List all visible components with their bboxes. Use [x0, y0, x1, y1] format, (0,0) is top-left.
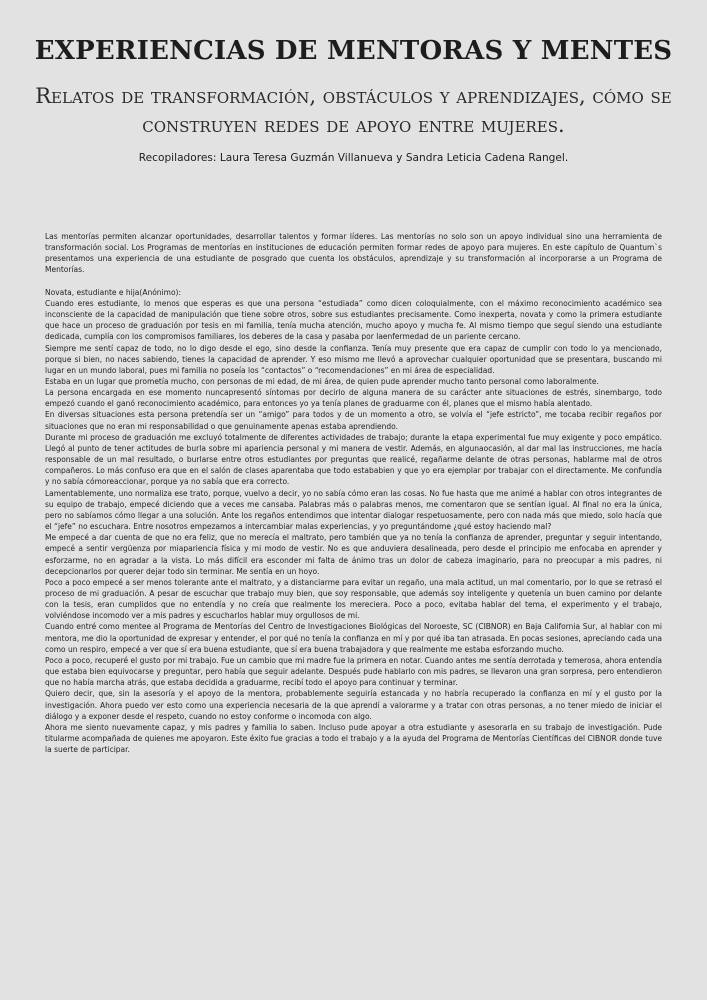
- body-text: [45, 231, 662, 755]
- paragraph: Lamentablemente, uno normaliza ese trato, porque, vuelvo a decir, yo no sabía cómo eran las cosas. No fue hasta que me animé a hablar con otros integrantes de su equipo de trabajo, empecé diciendo que a veces me cansaba. Palabras más o palabras menos, me comentaron que se sentían igual. Al final no era la única, pero no sabíamos cómo llegar a una solución. Ante los regaños entendimos que intentar dialogar respetuosamente, pero con nada más que miedo, solo hacía que el “jefe” no escuchara. Entre nosotros empezamos a intercambiar malas experiencias, y yo preguntándome ¿qué estoy haciendo mal?: [45, 488, 662, 532]
- document-title: EXPERIENCIAS DE MENTORAS Y MENTES: [34, 36, 673, 66]
- paragraph: Poco a poco, recuperé el gusto por mi trabajo. Fue un cambio que mi madre fue la primera en notar. Cuando antes me sentía derrotada y temerosa, ahora entendía que estaba bien equivocarse y preguntar, pero había que seguir adelante. Después pude hablarlo con mis padres, se llevaron una gran sorpresa, pero entendieron que no había marcha atrás, que estaba decidida a graduarme, recibí todo el apoyo para continuar y terminar.: [45, 655, 662, 688]
- paragraph-spacer: [45, 276, 662, 287]
- paragraph: En diversas situaciones esta persona pretendía ser un “amigo” para todos y de un momento a otro, se volvía el “jefe estricto”, me tocaba recibir regaños por situaciones que no eran mi responsabilidad o que genuinamente apenas estaba aprendiendo.: [45, 410, 662, 431]
- intro-paragraph: Las mentorías permiten alcanzar oportunidades, desarrollar talentos y formar líderes. Las mentorías no solo son un apoyo individual sino una herramienta de transformación social. Los Programas de mentorías en instituciones de educación permiten formar redes de apoyo para mujeres. En este capítulo de Quantum`s presentamos una experiencia de una estudiante de posgrado que cuenta los obstáculos, aprendizaje y su transformación al incorporarse a un Programa de Mentorías.: [45, 232, 662, 275]
- paragraph: Cuando entré como mentee al Programa de Mentorías del Centro de Investigaciones Biológicas del Noroeste, SC (CIBNOR) en Baja California Sur, al hablar con mi mentora, me dio la oportunidad de expresar y entender, el por qué no tenía la confianza en mí y por qué iba tan atrasada. En pocas sesiones, apreciando cada una como un respiro, empecé a ver que sí era buena estudiante, que sí era buena trabajadora y que realmente me estaba esforzando mucho.: [45, 622, 662, 654]
- paragraph: Siempre me sentí capaz de todo, no lo digo desde el ego, sino desde la confianza. Tenía muy presente que era capaz de cumplir con todo lo ya mencionado, porque si bien, no naces sabiendo, tienes la capacidad de aprender. Y eso mismo me llevó a aprovechar cualquier oportunidad que se presentara, buscando mi lugar en un mundo laboral, pues mi familia no poseía los “contactos” o “recomendaciones” en mi área de especialidad.: [45, 343, 662, 375]
- story-heading: Novata, estudiante e hija(Anónimo):: [45, 287, 181, 297]
- paragraph: Me empecé a dar cuenta de que no era feliz, que no merecía el maltrato, pero también que ya no tenía la confianza de aprender, preguntar y seguir intentando, empecé a sentir vergüenza por miapariencia física y mi modo de vestir. No es que anduviera desalineada, pero desde el principio me enfocaba en aprender y esforzarme, no en agradar a la vista. Lo más difícil era esconder mi falta de ánimo tras un dolor de cabeza imaginario, para no preocupar a mis padres, ni decepcionarlos por querer dejar todo sin terminar. Me sentía en un hoyo.: [45, 533, 662, 576]
- paragraph: Durante mi proceso de graduación me excluyó totalmente de diferentes actividades de trabajo; durante la etapa experimental fue muy exigente y poco empático. Llegó al punto de tener actitudes de burla sobre mi apariencia personal y mi manera de vestir. Además, en algunaocasión, al dar mal las instrucciones, me hacía responsable de un mal resultado, o burlarse entre otros estudiantes por preguntas que realicé, regañarme delante de otras personas, hablarme mal de otros compañeros. Lo más confuso era que en el salón de clases aparentaba que todo estababien y que yo era ejemplar por trabajar con el directamente. Me confundía y no sabía cómoreaccionar, porque ya no sabía que era correcto.: [45, 432, 662, 487]
- paragraph: La persona encargada en ese momento nuncapresentó síntomas por decirlo de alguna manera de su carácter ante situaciones de estrés, sinembargo, todo empezó cuando el ganó reconocimiento académico, para entonces yo ya tenía planes de graduarme con él, planes que el mismo había alentado.: [45, 388, 662, 409]
- paragraph: Cuando eres estudiante, lo menos que esperas es que una persona “estudiada” como dicen coloquialmente, con el máximo reconocimiento académico sea inconsciente de la capacidad de manipulación que tiene sobre otros, sobre sus estudiantes precisamente. Como inexperta, novata y como la primera estudiante que hace un proceso de graduación por tesis en mi familia, tenía mucha atención, mucho apoyo y mucha fe. Al mismo tiempo que seguí siendo una estudiante dedicada, cumplía con los compromisos familiares, los deberes de la casa y pasaba por laenfermedad de un pariente cercano.: [45, 298, 662, 342]
- document-subtitle: Relatos de transformación, obstáculos y aprendizajes, cómo se construyen redes de apoyo entre mujeres.: [35, 84, 672, 137]
- paragraph: Estaba en un lugar que prometía mucho, con personas de mi edad, de mi área, de quien pude aprender mucho tanto personal como laboralmente.: [45, 377, 599, 387]
- paragraph: Quiero decir, que, sin la asesoría y el apoyo de la mentora, probablemente seguiría estancada y no habría recuperado la confianza en mí y el gusto por la investigación. Ahora puedo ver esto como una experiencia necesaria de la que aprendí a valorarme y a tratar con otras personas, a no tener miedo de iniciar el diálogo y a exponer desde el respeto, cuando no estoy conforme o incomoda con algo.: [45, 689, 662, 721]
- paragraph: Poco a poco empecé a ser menos tolerante ante el maltrato, y a distanciarme para evitar un regaño, una mala actitud, un mal comentario, por lo que se retrasó el proceso de mi graduación. A pesar de escuchar que trabajo muy bien, que soy responsable, que además soy inteligente y quetenía un buen camino por delante con la tesis, eran cumplidos que no entendía y no creía que realmente los mereciera. Poco a poco, evitaba hablar del tema, el experimento y el trabajo, volviéndose incomodo ver a mis padres y escucharlos hablar muy orgullosos de mi.: [45, 577, 662, 621]
- paragraph: Ahora me siento nuevamente capaz, y mis padres y familia lo saben. Incluso pude apoyar a otra estudiante y asesorarla en su trabajo de investigación. Pude titularme acompañada de quienes me apoyaron. Este éxito fue gracias a todo el trabajo y a la ayuda del Programa de Mentorías Científicas del CIBNOR donde tuve la suerte de participar.: [45, 722, 662, 755]
- compilers-line: Recopiladores: Laura Teresa Guzmán Villanueva y Sandra Leticia Cadena Rangel.: [138, 152, 569, 164]
